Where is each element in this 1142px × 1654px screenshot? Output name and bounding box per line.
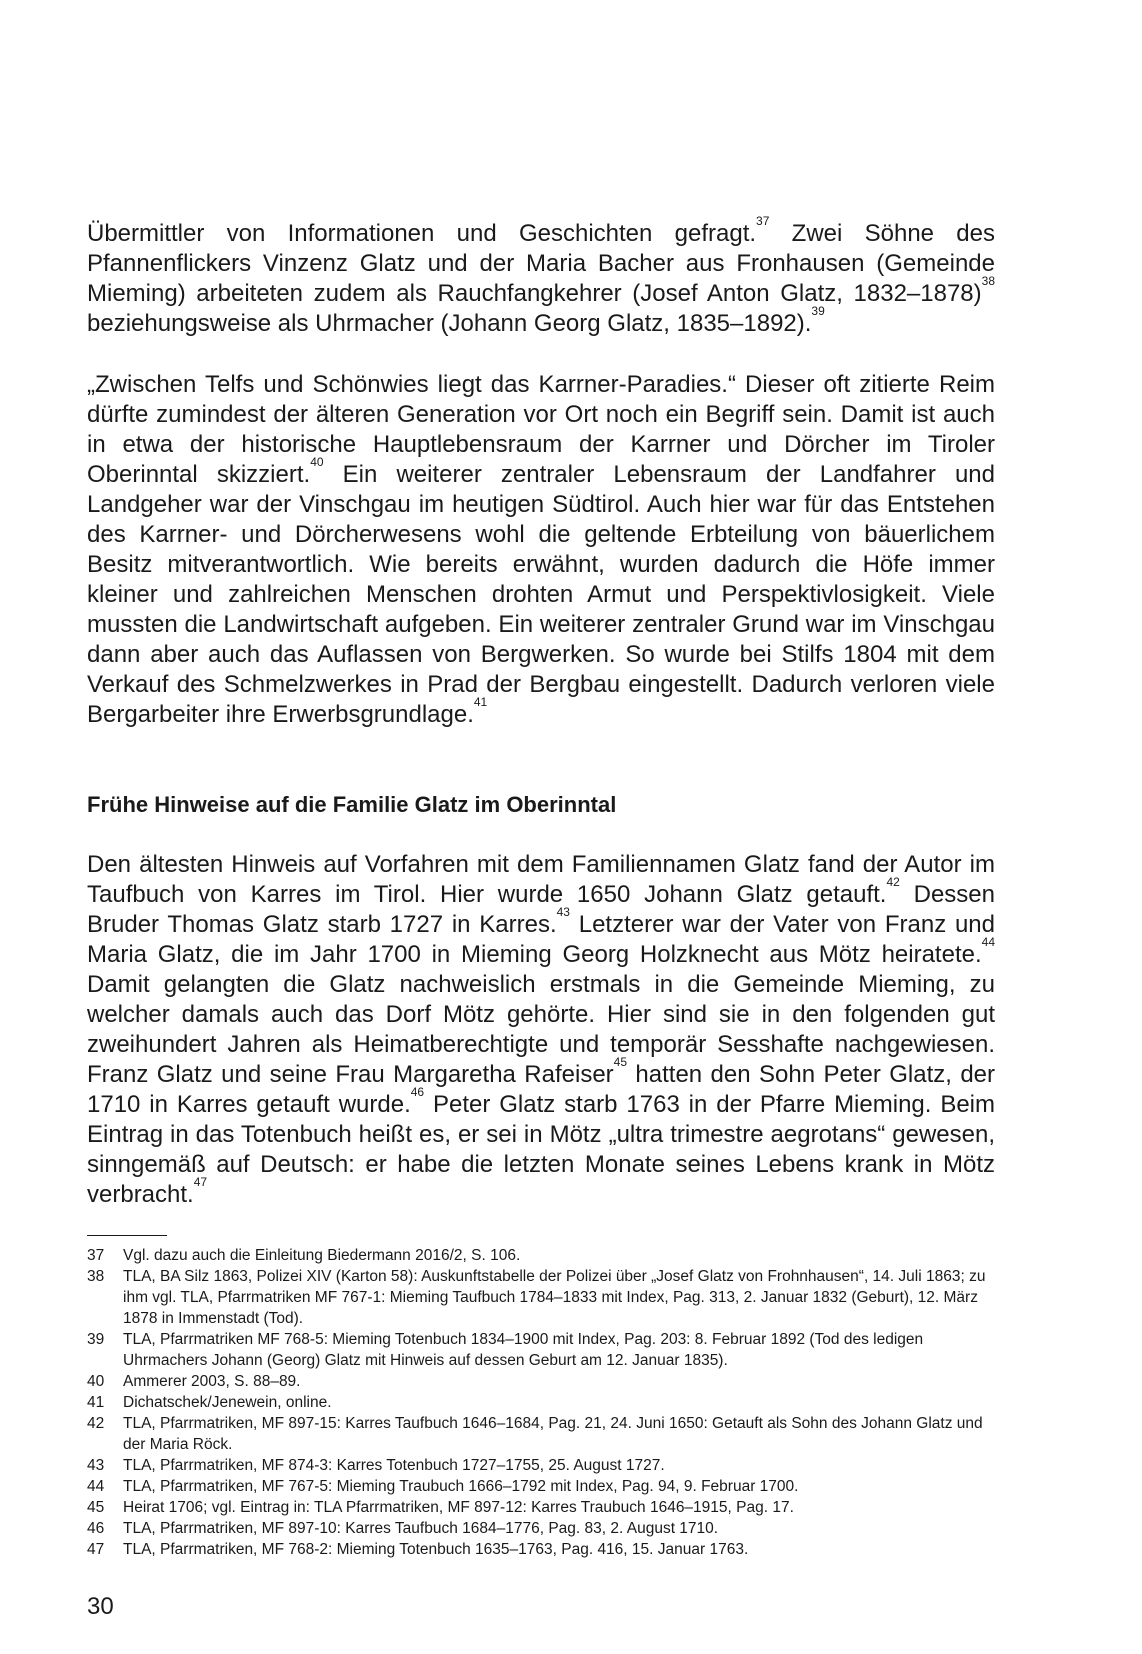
footnote-text: TLA, Pfarrmatriken MF 768-5: Mieming Totenbuch 1834–1900 mit Index, Pag. 203: 8. Februar 1892 (Tod des ledigen Uhrmachers Johann (Georg) Glatz mit Hinweis auf dessen Geburt am 12. Januar 1835). [123,1331,924,1369]
body-paragraph [87,850,995,1210]
paragraph-text: Peter Glatz starb 1763 in der Pfarre Mieming. Beim Eintrag in das Totenbuch heißt es, er sei in Mötz „ultra trimestre aegrotans“ gewesen, sinngemäß auf Deutsch: er habe die letzten Monate seines Lebens krank in Mötz verbracht. [87,1091,995,1208]
footnote-text: TLA, Pfarrmatriken, MF 897-10: Karres Taufbuch 1684–1776, Pag. 83, 2. August 1710. [123,1520,719,1537]
paragraph-text: Damit gelangten die Glatz nachweislich erstmals in die Gemeinde Mieming, zu welcher damals auch das Dorf Mötz gehörte. Hier sind sie in den folgenden gut zweihundert Jahren als Heimatberechtigte und temporär Sesshafte nachgewiesen. Franz Glatz und seine Frau Margaretha Rafeiser [87,971,995,1088]
footnote [87,1392,995,1413]
paragraph-text: Übermittler von Informationen und Geschichten gefragt. [87,220,757,247]
paragraph-text: Den ältesten Hinweis auf Vorfahren mit dem Familiennamen Glatz fand der Autor im Taufbuch von Karres im Tirol. Hier wurde 1650 Johann Glatz getauft. [87,851,995,908]
paragraph-text: Dessen Bruder Thomas Glatz starb 1727 in Karres. [87,881,995,938]
footnote-number: 44 [87,1478,105,1495]
footnote-text: TLA, Pfarrmatriken, MF 874-3: Karres Totenbuch 1727–1755, 25. August 1727. [123,1457,665,1474]
footnote-list [87,1245,995,1560]
footnote [87,1266,995,1329]
footnote-ref: 45 [613,1055,628,1069]
footnote-text: Vgl. dazu auch die Einleitung Biedermann 2016/2, S. 106. [123,1247,521,1264]
body-paragraph [87,214,995,339]
paragraph-text: Letzterer war der Vater von Franz und Maria Glatz, die im Jahr 1700 in Mieming Georg Holzknecht aus Mötz heiratete. [87,911,995,968]
footnote-number: 46 [87,1520,105,1537]
footnote-number: 47 [87,1541,105,1558]
footnote-ref: 46 [410,1085,425,1099]
footnote-text: TLA, BA Silz 1863, Polizei XIV (Karton 58): Auskunftstabelle der Polizei über „Josef Glatz von Frohnhausen“, 14. Juli 1863; zu ihm vgl. TLA, Pfarrmatriken MF 767-1: Mieming Taufbuch 1784–1833 mit Index, Pag. 313, 2. Januar 1832 (Geburt), 12. März 1878 in Immenstadt (Tod). [123,1268,986,1327]
body-paragraph [87,370,995,730]
footnote-ref: 41 [473,695,488,709]
footnote [87,1455,995,1476]
footnote-text: Heirat 1706; vgl. Eintrag in: TLA Pfarrmatriken, MF 897-12: Karres Traubuch 1646–1915, Pag. 17. [123,1499,794,1516]
footnote-number: 40 [87,1373,105,1390]
footnote-number: 45 [87,1499,105,1516]
footnote-text: TLA, Pfarrmatriken, MF 897-15: Karres Taufbuch 1646–1684, Pag. 21, 24. Juni 1650: Getauft als Sohn des Johann Glatz und der Maria Röck. [123,1415,983,1453]
footnote-number: 42 [87,1415,105,1432]
footnote [87,1329,995,1371]
footnote-ref: 44 [981,935,995,949]
footnote [87,1371,995,1392]
footnote-number: 43 [87,1457,105,1474]
footnote [87,1245,995,1266]
footnote-number: 37 [87,1247,105,1264]
paragraph-text: Zwei Söhne des Pfannenflickers Vinzenz Glatz und der Maria Bacher aus Fronhausen (Gemeinde Mieming) arbeiteten zudem als Rauchfangkehrer (Josef Anton Glatz, 1832–1878) [87,220,995,307]
footnote-text: TLA, Pfarrmatriken, MF 768-2: Mieming Totenbuch 1635–1763, Pag. 416, 15. Januar 1763. [123,1541,749,1558]
footnote-ref: 47 [193,1175,208,1189]
footnote-text: Dichatschek/Jenewein, online. [123,1394,332,1411]
footnote-ref: 39 [811,304,825,318]
footnote-number: 39 [87,1331,105,1348]
footnote-ref: 43 [556,905,570,919]
footnote [87,1518,995,1539]
page-number: 30 [87,1593,114,1620]
footnote-divider [87,1235,167,1236]
footnote-ref: 40 [310,455,324,469]
footnote-number: 41 [87,1394,105,1411]
footnote [87,1539,995,1560]
footnote [87,1497,995,1518]
footnote-text: TLA, Pfarrmatriken, MF 767-5: Mieming Traubuch 1666–1792 mit Index, Pag. 94, 9. Februar 1700. [123,1478,799,1495]
footnote-ref: 42 [886,875,900,889]
paragraph-text: beziehungsweise als Uhrmacher (Johann Georg Glatz, 1835–1892). [87,310,812,337]
footnote-text: Ammerer 2003, S. 88–89. [123,1373,301,1390]
footnote [87,1476,995,1497]
paragraph-text: hatten den Sohn Peter Glatz, der 1710 in Karres getauft wurde. [87,1061,996,1118]
paragraph-text: „Zwischen Telfs und Schönwies liegt das Karrner-Paradies.“ Dieser oft zitierte Reim dürfte zumindest der älteren Generation vor Ort noch ein Begriff sein. Damit ist auch in etwa der historische Hauptlebensraum der Karrner und Dörcher im Tiroler Oberinntal skizziert. [87,371,995,488]
footnote [87,1413,995,1455]
footnote-ref: 37 [756,214,770,228]
footnote-number: 38 [87,1268,105,1285]
footnote-ref: 38 [981,274,995,288]
section-heading: Frühe Hinweise auf die Familie Glatz im Oberinntal [87,792,617,817]
paragraph-text: Ein weiterer zentraler Lebensraum der Landfahrer und Landgeher war der Vinschgau im heutigen Südtirol. Auch hier war für das Entstehen des Karrner- und Dörcherwesens wohl die geltende Erbteilung von bäuerlichem Besitz mitverantwortlich. Wie bereits erwähnt, wurden dadurch die Höfe immer kleiner und zahlreichen Menschen drohten Armut und Perspektivlosigkeit. Viele mussten die Landwirtschaft aufgeben. Ein weiterer zentraler Grund war im Vinschgau dann aber auch das Auflassen von Bergwerken. So wurde bei Stilfs 1804 mit dem Verkauf des Schmelzwerkes in Prad der Bergbau eingestellt. Dadurch verloren viele Bergarbeiter ihre Erwerbsgrundlage. [87,461,995,728]
